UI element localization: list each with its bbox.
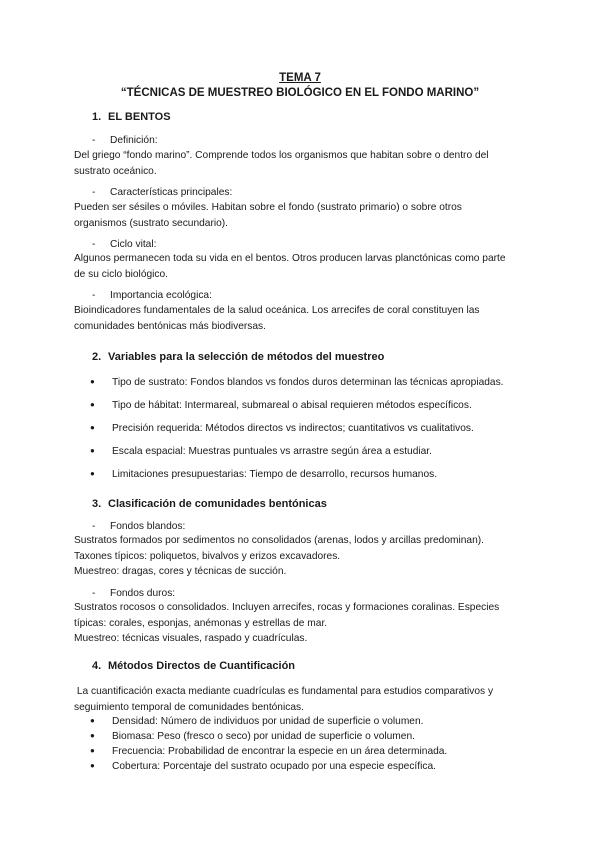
section-number: 1. [92, 111, 102, 123]
list-item: ● Escala espacial: Muestras puntuales vs arrastre según área a estudiar. [90, 443, 550, 460]
item-label: - Importancia ecológica: [92, 288, 212, 304]
item-label: - Definición: [92, 133, 158, 149]
section-number: 4. [92, 660, 102, 672]
list-item: ● Tipo de sustrato: Fondos blandos vs fondos duros determinan las técnicas apropiadas. [90, 374, 550, 391]
list-item: ● Precisión requerida: Métodos directos vs indirectos; cuantitativos vs cualitativos. [90, 420, 550, 437]
dash-marker: - [92, 187, 96, 198]
item-label: - Fondos blandos: [92, 519, 185, 535]
bullet-icon: ● [90, 446, 95, 455]
list-item: ● Biomasa: Peso (fresco o seco) por unidad de superficie o volumen. [90, 728, 550, 745]
item-label: - Ciclo vital: [92, 237, 156, 253]
dash-marker: - [92, 290, 96, 301]
section-title: Variables para la selección de métodos del muestreo [108, 351, 385, 363]
section-title: EL BENTOS [108, 111, 171, 123]
list-item: ● Densidad: Número de individuos por unidad de superficie o volumen. [90, 713, 550, 730]
section-intro: La cuantificación exacta mediante cuadrículas es fundamental para estudios comparativos y seguimiento temporal de comunidades bentónicas. [74, 686, 494, 713]
dash-marker: - [92, 135, 96, 146]
item-text: Algunos permanecen toda su vida en el bentos. Otros producen larvas planctónicas como parte de su ciclo biológico. [74, 253, 506, 280]
section-number: 3. [92, 498, 102, 510]
section-4-heading [92, 659, 295, 675]
item-text: Sustratos rocosos o consolidados. Incluyen arrecifes, rocas y formaciones coralinas. Especies típicas: corales, esponjas, anémonas y estrellas de mar. Muestreo: técnicas visuales, raspado y cuadrículas. [74, 602, 500, 644]
bullet-icon: ● [90, 377, 95, 386]
bullet-icon: ● [90, 400, 95, 409]
item-text: Pueden ser sésiles o móviles. Habitan sobre el fondo (sustrato primario) o sobre otros organismos (sustrato secundario). [74, 202, 462, 229]
bullet-icon: ● [90, 761, 95, 770]
section-title: Clasificación de comunidades bentónicas [108, 498, 327, 510]
section-2-heading [92, 350, 384, 366]
dash-marker: - [92, 521, 96, 532]
bullet-icon: ● [90, 716, 95, 725]
list-item: ● Tipo de hábitat: Intermareal, submareal o abisal requieren métodos específicos. [90, 397, 550, 414]
item-label: - Características principales: [92, 185, 232, 201]
bullet-icon: ● [90, 746, 95, 755]
section-1-heading [92, 110, 171, 126]
list-item: ● Limitaciones presupuestarias: Tiempo de desarrollo, recursos humanos. [90, 466, 550, 483]
section-number: 2. [92, 351, 102, 363]
dash-marker: - [92, 588, 96, 599]
bullet-icon: ● [90, 731, 95, 740]
item-text: Del griego “fondo marino”. Comprende todos los organismos que habitan sobre o dentro del sustrato oceánico. [74, 150, 489, 177]
document-title: TEMA 7 [279, 72, 321, 84]
section-title: Métodos Directos de Cuantificación [108, 660, 296, 672]
dash-marker: - [92, 239, 96, 250]
item-text: Bioindicadores fundamentales de la salud oceánica. Los arrecifes de coral constituyen las comunidades bentónicas más biodiversas. [74, 305, 480, 332]
item-text: Sustratos formados por sedimentos no consolidados (arenas, lodos y arcillas predominan). Taxones típicos: poliquetos, bivalvos y erizos excavadores. Muestreo: dragas, cores y técnicas de succión. [74, 535, 484, 577]
section-3-heading [92, 497, 327, 513]
list-item: ● Frecuencia: Probabilidad de encontrar la especie en un área determinada. [90, 743, 550, 760]
bullet-icon: ● [90, 469, 95, 478]
list-item: ● Cobertura: Porcentaje del sustrato ocupado por una especie específica. [90, 758, 550, 775]
bullet-icon: ● [90, 423, 95, 432]
document-subtitle: “TÉCNICAS DE MUESTREO BIOLÓGICO EN EL FONDO MARINO” [120, 87, 480, 99]
item-label: - Fondos duros: [92, 586, 175, 602]
